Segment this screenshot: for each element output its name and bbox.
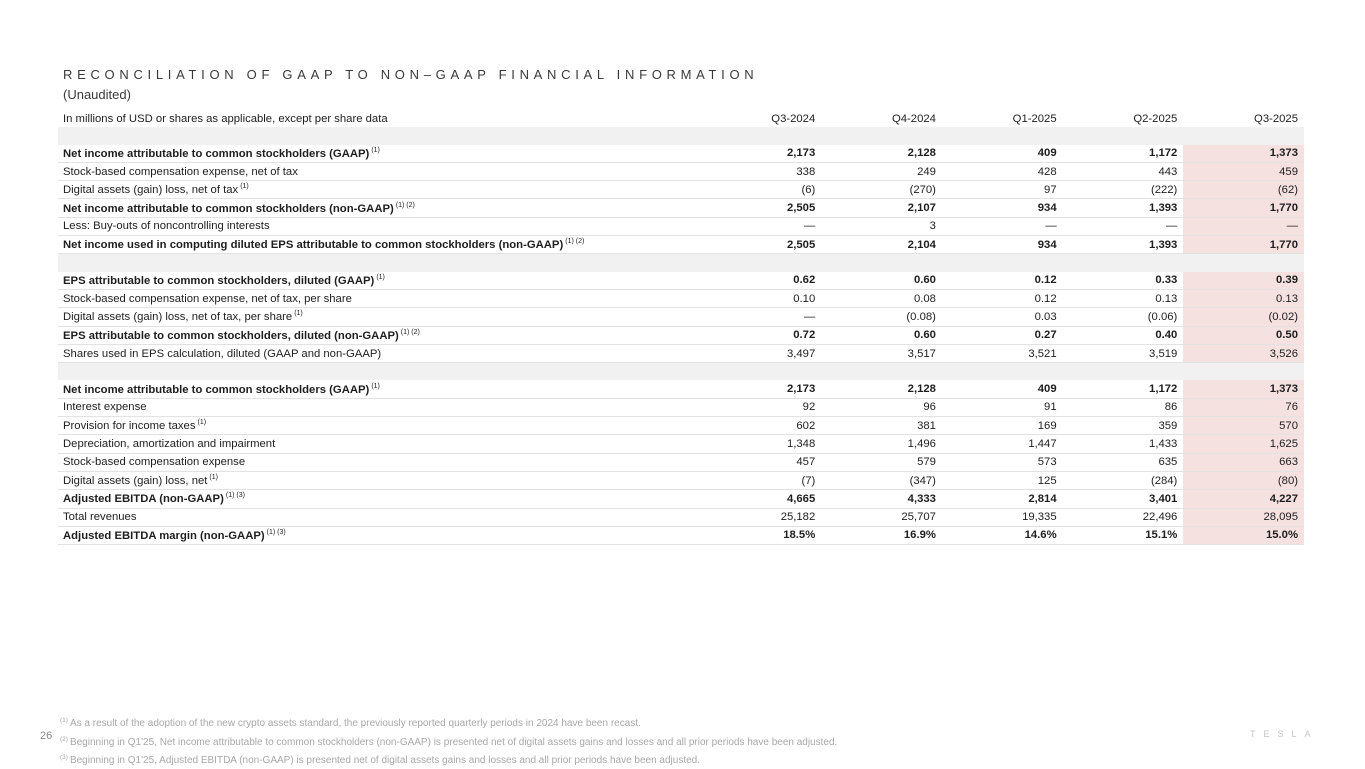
footnote-text: Beginning in Q1'25, Net income attributable to common stockholders (non-GAAP) is presented net of digital assets gains and losses and all prior periods have been adjusted. xyxy=(69,736,838,748)
value-cell: 3,526 xyxy=(1183,344,1304,362)
value-cell: 0.62 xyxy=(701,272,822,290)
value-cell: 0.40 xyxy=(1063,326,1184,344)
value-cell: 15.1% xyxy=(1063,526,1184,544)
value-cell: 3,497 xyxy=(701,344,822,362)
table-row xyxy=(58,344,1304,362)
value-cell: (0.02) xyxy=(1183,308,1304,326)
footnote-reference: (1) xyxy=(209,474,218,482)
footnote-reference: (1) xyxy=(197,419,207,427)
value-cell: 573 xyxy=(942,453,1063,471)
table-header-row xyxy=(58,110,1304,127)
table-row xyxy=(58,471,1304,489)
value-cell: 0.13 xyxy=(1183,289,1304,307)
value-cell: 2,173 xyxy=(701,380,822,398)
value-cell: 457 xyxy=(701,453,822,471)
row-label xyxy=(58,398,701,416)
value-cell: 4,665 xyxy=(701,490,822,508)
value-cell: 2,505 xyxy=(701,199,822,217)
value-cell: 0.13 xyxy=(1063,289,1184,307)
value-cell: 96 xyxy=(821,398,942,416)
table-row xyxy=(58,417,1304,435)
value-cell: 635 xyxy=(1063,453,1184,471)
value-cell: (222) xyxy=(1063,181,1184,199)
value-cell: 1,172 xyxy=(1063,145,1184,163)
row-label xyxy=(58,289,701,307)
value-cell: 0.50 xyxy=(1183,326,1304,344)
row-label xyxy=(58,453,701,471)
section-spacer-row xyxy=(58,254,1304,272)
value-cell: 934 xyxy=(942,199,1063,217)
value-cell: (0.06) xyxy=(1063,308,1184,326)
spacer-cell xyxy=(1183,127,1304,144)
value-cell: 1,172 xyxy=(1063,380,1184,398)
value-cell: (284) xyxy=(1063,471,1184,489)
spacer-cell xyxy=(821,254,942,272)
value-cell: 1,433 xyxy=(1063,435,1184,453)
table-row xyxy=(58,162,1304,180)
value-cell: 934 xyxy=(942,236,1063,254)
row-label-text: Net income attributable to common stockholders (non-GAAP) xyxy=(63,202,394,215)
value-cell: (0.08) xyxy=(821,308,942,326)
page-subtitle: (Unaudited) xyxy=(63,87,131,102)
value-cell: 1,373 xyxy=(1183,145,1304,163)
row-label-text: Adjusted EBITDA (non-GAAP) xyxy=(63,493,224,506)
row-label-text: Net income attributable to common stockholders (GAAP) xyxy=(63,147,370,160)
value-cell: 97 xyxy=(942,181,1063,199)
value-cell: 1,393 xyxy=(1063,236,1184,254)
column-header-q1-2025: Q1-2025 xyxy=(1012,112,1057,125)
row-label-text: Stock-based compensation expense, net of tax, per share xyxy=(63,292,352,305)
value-cell: 25,182 xyxy=(701,508,822,526)
value-cell: (62) xyxy=(1183,181,1304,199)
footnote-text: Beginning in Q1'25, Adjusted EBITDA (non-GAAP) is presented net of digital assets gains and losses and all prior periods have been adjusted. xyxy=(69,755,701,766)
spacer-cell xyxy=(1063,363,1184,381)
table-row xyxy=(58,145,1304,163)
value-cell: 4,333 xyxy=(821,490,942,508)
spacer-cell xyxy=(942,127,1063,144)
value-cell: (7) xyxy=(701,471,822,489)
value-cell: 3,401 xyxy=(1063,490,1184,508)
row-label xyxy=(58,526,701,544)
value-cell: 0.72 xyxy=(701,326,822,344)
value-cell: 0.60 xyxy=(821,272,942,290)
table-row xyxy=(58,380,1304,398)
value-cell: 0.12 xyxy=(942,289,1063,307)
value-cell: 1,348 xyxy=(701,435,822,453)
value-cell: 15.0% xyxy=(1183,526,1304,544)
value-cell: 2,505 xyxy=(701,236,822,254)
footnote-reference: (1) (3) xyxy=(266,528,286,536)
value-cell: 169 xyxy=(942,417,1063,435)
value-cell: (347) xyxy=(821,471,942,489)
row-label xyxy=(58,236,701,254)
footnote-reference: (1) xyxy=(371,146,380,154)
spacer-cell xyxy=(821,363,942,381)
spacer-cell xyxy=(58,127,701,144)
row-label-text: Stock-based compensation expense xyxy=(63,456,246,469)
value-cell: 2,107 xyxy=(821,199,942,217)
footnotes xyxy=(60,713,837,769)
value-cell: 459 xyxy=(1183,162,1304,180)
spacer-cell xyxy=(701,363,822,381)
table-row xyxy=(58,453,1304,471)
table-row xyxy=(58,181,1304,199)
row-label-text: Digital assets (gain) loss, net of tax, per share xyxy=(63,311,293,324)
footnote-reference: (1) (3) xyxy=(225,492,245,500)
value-cell: (270) xyxy=(821,181,942,199)
value-cell: — xyxy=(1063,217,1184,235)
footnote-reference: (1) xyxy=(376,273,385,281)
value-cell: 22,496 xyxy=(1063,508,1184,526)
value-cell: 1,373 xyxy=(1183,380,1304,398)
table-row xyxy=(58,308,1304,326)
value-cell: 2,173 xyxy=(701,145,822,163)
value-cell: 443 xyxy=(1063,162,1184,180)
value-cell: 0.60 xyxy=(821,326,942,344)
column-header-q2-2025: Q2-2025 xyxy=(1133,112,1178,125)
row-label-text: EPS attributable to common stockholders, diluted (non-GAAP) xyxy=(63,329,399,342)
column-header-q4-2024: Q4-2024 xyxy=(891,112,936,125)
value-cell: 125 xyxy=(942,471,1063,489)
value-cell: 1,447 xyxy=(942,435,1063,453)
value-cell: 92 xyxy=(701,398,822,416)
value-cell: 0.27 xyxy=(942,326,1063,344)
value-cell: 2,128 xyxy=(821,145,942,163)
value-cell: 1,770 xyxy=(1183,199,1304,217)
value-cell: 1,625 xyxy=(1183,435,1304,453)
row-label xyxy=(58,181,701,199)
value-cell: 3,517 xyxy=(821,344,942,362)
footnote-reference: (1) xyxy=(371,382,380,390)
row-label-text: Stock-based compensation expense, net of tax xyxy=(63,165,298,178)
section-spacer-row xyxy=(58,127,1304,144)
value-cell: 76 xyxy=(1183,398,1304,416)
table-row xyxy=(58,326,1304,344)
row-label-text: Depreciation, amortization and impairment xyxy=(63,437,276,450)
value-cell: 579 xyxy=(821,453,942,471)
column-header-q3-2024: Q3-2024 xyxy=(771,112,816,125)
value-cell: 2,814 xyxy=(942,490,1063,508)
table-row xyxy=(58,236,1304,254)
value-cell: 663 xyxy=(1183,453,1304,471)
section-spacer-row xyxy=(58,363,1304,381)
row-label-text: EPS attributable to common stockholders, diluted (GAAP) xyxy=(63,274,375,287)
row-label-text: Less: Buy-outs of noncontrolling interests xyxy=(63,220,270,233)
row-label xyxy=(58,272,701,290)
table-row xyxy=(58,435,1304,453)
value-cell: (6) xyxy=(701,181,822,199)
value-cell: 0.08 xyxy=(821,289,942,307)
table-row xyxy=(58,490,1304,508)
spacer-cell xyxy=(1183,254,1304,272)
spacer-cell xyxy=(942,363,1063,381)
spacer-cell xyxy=(1183,363,1304,381)
row-label xyxy=(58,435,701,453)
footnote-3 xyxy=(60,750,837,769)
page-title: RECONCILIATION OF GAAP TO NON–GAAP FINANCIAL INFORMATION xyxy=(63,67,759,82)
value-cell: 381 xyxy=(821,417,942,435)
value-cell: 409 xyxy=(942,380,1063,398)
value-cell: 0.33 xyxy=(1063,272,1184,290)
value-cell: 428 xyxy=(942,162,1063,180)
row-label xyxy=(58,217,701,235)
row-label-text: Total revenues xyxy=(63,511,137,524)
row-label xyxy=(58,308,701,326)
footnote-text: As a result of the adoption of the new crypto assets standard, the previously reported quarterly periods in 2024 have been recast. xyxy=(69,718,641,729)
table-row xyxy=(58,508,1304,526)
row-label-text: Shares used in EPS calculation, diluted (GAAP and non-GAAP) xyxy=(63,347,382,360)
row-label xyxy=(58,471,701,489)
value-cell: 14.6% xyxy=(942,526,1063,544)
row-label xyxy=(58,199,701,217)
table-header-label: In millions of USD or shares as applicable, except per share data xyxy=(63,112,388,125)
value-cell: 28,095 xyxy=(1183,508,1304,526)
value-cell: 3,521 xyxy=(942,344,1063,362)
row-label-text: Provision for income taxes xyxy=(63,420,196,433)
footnote-reference: (1) xyxy=(294,310,303,318)
footnote-1 xyxy=(60,713,837,732)
value-cell: 3 xyxy=(821,217,942,235)
row-label xyxy=(58,326,701,344)
value-cell: 359 xyxy=(1063,417,1184,435)
spacer-cell xyxy=(701,127,822,144)
value-cell: 1,770 xyxy=(1183,236,1304,254)
spacer-cell xyxy=(58,363,701,381)
table-row xyxy=(58,217,1304,235)
value-cell: 2,104 xyxy=(821,236,942,254)
table-row xyxy=(58,272,1304,290)
row-label xyxy=(58,162,701,180)
spacer-cell xyxy=(942,254,1063,272)
footnote-reference: (1) (2) xyxy=(565,238,585,246)
value-cell: 4,227 xyxy=(1183,490,1304,508)
row-label-text: Digital assets (gain) loss, net xyxy=(63,475,208,488)
value-cell: 16.9% xyxy=(821,526,942,544)
value-cell: 91 xyxy=(942,398,1063,416)
row-label-text: Net income used in computing diluted EPS attributable to common stockholders (non-GAAP) xyxy=(63,239,564,252)
row-label-text: Adjusted EBITDA margin (non-GAAP) xyxy=(63,529,265,542)
row-label-text: Interest expense xyxy=(63,401,147,414)
row-label xyxy=(58,417,701,435)
value-cell: 86 xyxy=(1063,398,1184,416)
footnote-reference: (1) (2) xyxy=(400,328,420,336)
value-cell: 570 xyxy=(1183,417,1304,435)
value-cell: — xyxy=(701,308,822,326)
spacer-cell xyxy=(701,254,822,272)
table-row xyxy=(58,199,1304,217)
footnote-mark: (2) xyxy=(60,735,68,743)
footnote-reference: (1) xyxy=(240,183,249,191)
value-cell: — xyxy=(1183,217,1304,235)
page-number: 26 xyxy=(40,730,53,742)
row-label-text: Digital assets (gain) loss, net of tax xyxy=(63,184,239,197)
value-cell: 409 xyxy=(942,145,1063,163)
reconciliation-table xyxy=(58,110,1304,545)
table-row xyxy=(58,526,1304,544)
row-label xyxy=(58,490,701,508)
spacer-cell xyxy=(1063,127,1184,144)
value-cell: — xyxy=(701,217,822,235)
value-cell: 3,519 xyxy=(1063,344,1184,362)
value-cell: 0.12 xyxy=(942,272,1063,290)
value-cell: 602 xyxy=(701,417,822,435)
footnote-2 xyxy=(60,732,837,751)
row-label xyxy=(58,145,701,163)
footnote-mark: (3) xyxy=(60,754,68,761)
value-cell: 1,393 xyxy=(1063,199,1184,217)
table-row xyxy=(58,289,1304,307)
column-header-q3-2025: Q3-2025 xyxy=(1254,112,1298,125)
value-cell: 0.39 xyxy=(1183,272,1304,290)
spacer-cell xyxy=(1063,254,1184,272)
spacer-cell xyxy=(821,127,942,144)
value-cell: 0.03 xyxy=(942,308,1063,326)
footnote-mark: (1) xyxy=(60,717,68,724)
value-cell: 19,335 xyxy=(942,508,1063,526)
value-cell: 0.10 xyxy=(701,289,822,307)
row-label xyxy=(58,508,701,526)
value-cell: 2,128 xyxy=(821,380,942,398)
value-cell: 338 xyxy=(701,162,822,180)
value-cell: 25,707 xyxy=(821,508,942,526)
value-cell: 1,496 xyxy=(821,435,942,453)
value-cell: 249 xyxy=(821,162,942,180)
spacer-cell xyxy=(58,254,701,272)
row-label xyxy=(58,380,701,398)
table-body xyxy=(58,127,1304,544)
value-cell: — xyxy=(942,217,1063,235)
value-cell: (80) xyxy=(1183,471,1304,489)
value-cell: 18.5% xyxy=(701,526,822,544)
tesla-logo: TESLA xyxy=(1250,729,1319,739)
row-label-text: Net income attributable to common stockholders (GAAP) xyxy=(63,383,370,396)
footnote-reference: (1) (2) xyxy=(395,201,415,209)
row-label xyxy=(58,344,701,362)
table-row xyxy=(58,398,1304,416)
